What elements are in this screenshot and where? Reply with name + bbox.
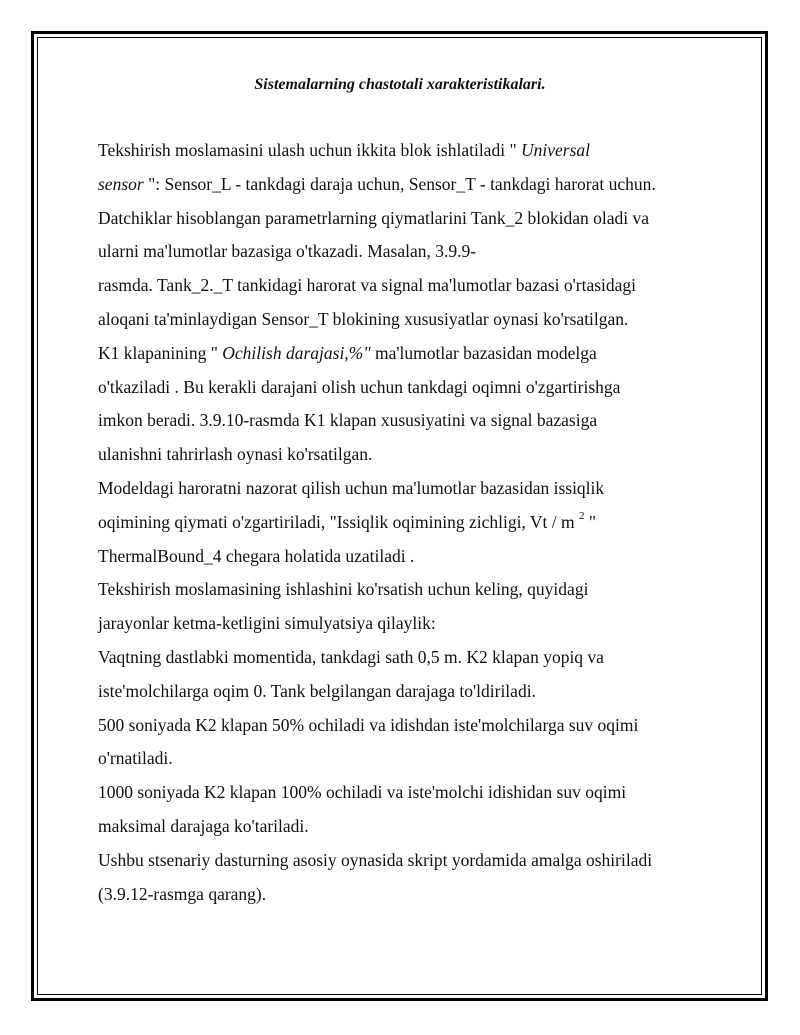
text-line: 1000 soniyada K2 klapan 100% ochiladi va iste'molchi idishidan suv oqimi	[98, 782, 627, 803]
text-line: o'tkaziladi . Bu kerakli darajani olish uchun tankdagi oqimni o'zgartirishga	[98, 376, 621, 397]
document-body	[98, 134, 738, 911]
text-line: iste'molchilarga oqim 0. Tank belgilangan darajaga to'ldiriladi.	[98, 680, 536, 701]
text-line: ThermalBound_4 chegara holatida uzatiladi .	[98, 545, 415, 566]
text-line: 500 soniyada K2 klapan 50% ochiladi va idishdan iste'molchilarga suv oqimi	[98, 714, 639, 735]
text-line: Datchiklar hisoblangan parametrlarning qiymatlarini Tank_2 blokidan oladi va	[98, 207, 650, 228]
text-line: ulanishni tahrirlash oynasi ko'rsatilgan.	[98, 444, 373, 465]
text-line: ularni ma'lumotlar bazasiga o'tkazadi. Masalan, 3.9.9-	[98, 241, 477, 262]
text-line: K1 klapanining " Ochilish darajasi,%" ma'lumotlar bazasidan modelga	[98, 342, 597, 363]
text-line: Ushbu stsenariy dasturning asosiy oynasida skript yordamida amalga oshiriladi	[98, 849, 653, 870]
text-line: jarayonlar ketma-ketligini simulyatsiya qilaylik:	[98, 613, 436, 634]
italic-term: Universal	[520, 140, 590, 160]
text-line: Tekshirish moslamasini ulash uchun ikkita blok ishlatiladi " Universal	[98, 140, 590, 160]
text-line: maksimal darajaga ko'tariladi.	[98, 815, 309, 836]
text-line: Modeldagi haroratni nazorat qilish uchun ma'lumotlar bazasidan issiqlik	[98, 477, 605, 498]
text-line: Vaqtning dastlabki momentida, tankdagi sath 0,5 m. K2 klapan yopiq va	[98, 646, 604, 667]
italic-term: sensor	[98, 173, 144, 194]
document-title: Sistemalarning chastotali xarakteristikalari.	[254, 76, 546, 93]
text-line: (3.9.12-rasmga qarang).	[98, 883, 267, 904]
text-line: rasmda. Tank_2._T tankidagi harorat va signal ma'lumotlar bazasi o'rtasidagi	[98, 275, 637, 296]
text-line: sensor ": Sensor_L - tankdagi daraja uchun, Sensor_T - tankdagi harorat uchun.	[98, 173, 656, 194]
text-line: aloqani ta'minlaydigan Sensor_T blokining xususiyatlar oynasi ko'rsatilgan.	[98, 308, 629, 329]
text-line: oqimining qiymati o'zgartiriladi, "Issiqlik oqimining zichligi, Vt / m $^2$ "	[98, 509, 597, 532]
superscript: 2	[578, 509, 585, 522]
italic-term: Ochilish darajasi,%"	[222, 342, 371, 363]
text-line: o'rnatiladi.	[98, 748, 173, 769]
text-line: imkon beradi. 3.9.10-rasmda K1 klapan xususiyatini va signal bazasiga	[98, 410, 598, 431]
text-line: Tekshirish moslamasining ishlashini ko'rsatish uchun keling, quyidagi	[98, 579, 589, 600]
